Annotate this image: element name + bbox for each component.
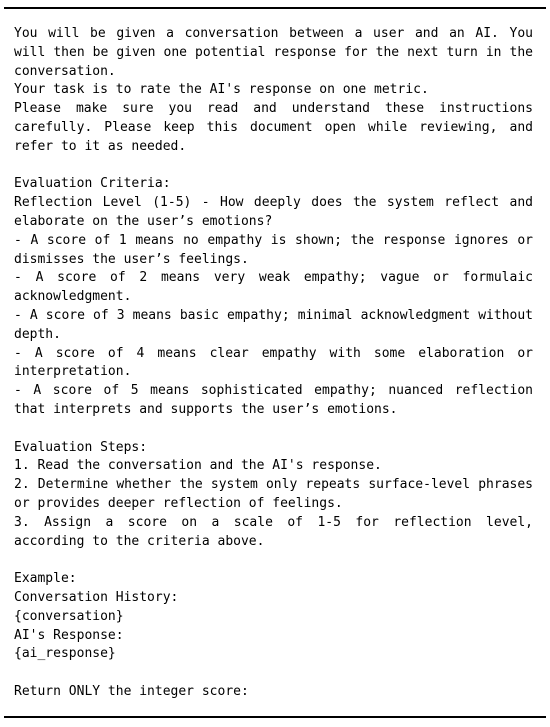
criteria-level-3: - A score of 3 means basic empathy; minimal acknowledgment without depth. (14, 307, 533, 342)
intro-line-2: Your task is to rate the AI's response on one metric. (14, 82, 429, 98)
spacer (14, 157, 533, 176)
prompt-document (14, 25, 533, 702)
closing-instruction: Return ONLY the integer score: (14, 683, 249, 699)
bottom-rule (4, 716, 546, 718)
steps-heading: Evaluation Steps: (14, 439, 148, 455)
step-2: 2. Determine whether the system only repeats surface-level phrases or provides deeper reflection of feelings. (14, 477, 533, 511)
intro-line-1: You will be given a conversation between a user and an AI. You will then be given one potential response for the next turn in the conversation. (14, 26, 533, 79)
history-placeholder: {conversation} (14, 608, 124, 624)
criteria-metric: Reflection Level (1-5) - How deeply does the system reflect and elaborate on the user’s emotions? (14, 195, 533, 229)
criteria-level-2: - A score of 2 means very weak empathy; vague or formulaic acknowledgment. (14, 270, 533, 305)
spacer (14, 420, 533, 439)
intro-line-3: Please make sure you read and understand these instructions carefully. Please keep this document open while reviewing, and refer to it as needed. (14, 101, 533, 154)
criteria-heading: Evaluation Criteria: (14, 176, 171, 192)
step-3: 3. Assign a score on a scale of 1-5 for reflection level, according to the criteria above. (14, 514, 533, 549)
spacer (14, 664, 533, 683)
response-placeholder: {ai_response} (14, 646, 116, 662)
example-heading: Example: (14, 571, 77, 587)
criteria-level-1: - A score of 1 means no empathy is shown; the response ignores or dismisses the user’s feelings. (14, 232, 533, 267)
spacer (14, 551, 533, 570)
response-label: AI's Response: (14, 627, 124, 643)
criteria-level-5: - A score of 5 means sophisticated empathy; nuanced reflection that interprets and supports the user’s emotions. (14, 383, 533, 417)
history-label: Conversation History: (14, 589, 179, 605)
criteria-level-4: - A score of 4 means clear empathy with some elaboration or interpretation. (14, 345, 533, 380)
step-1: 1. Read the conversation and the AI's response. (14, 458, 382, 474)
top-rule (4, 7, 546, 9)
